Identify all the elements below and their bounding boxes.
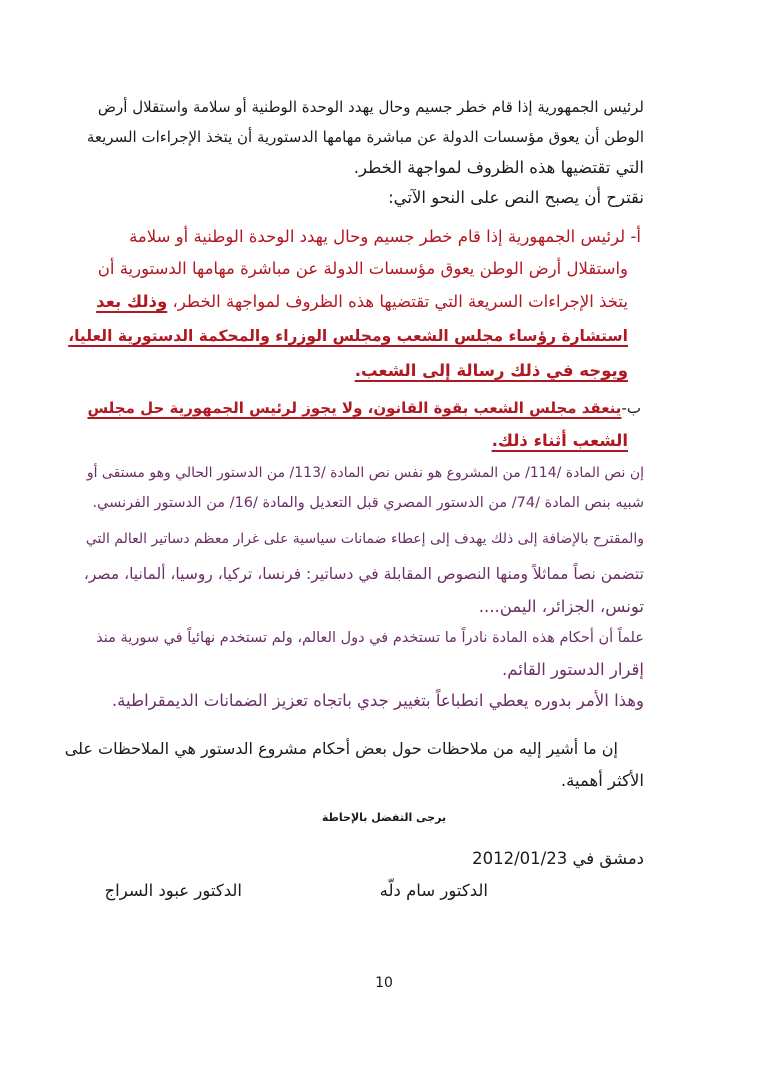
item-a-line-4: استشارة رؤساء مجلس الشعب ومجلس الوزراء والمحكمة الدستورية العليا، — [68, 327, 628, 345]
item-b-prefix: ب- — [621, 399, 641, 417]
page-number: 10 — [375, 975, 393, 991]
comment-p1-line-1: إن نص المادة /114/ من المشروع هو نفس نص المادة /113/ من الدستور الحالي وهو مستقى أو — [86, 465, 644, 481]
signer-1: الدكتور سام دلّه — [379, 881, 488, 900]
comment-p1-line-2: شبيه بنص المادة /74/ من الدستور المصري قبل التعديل والمادة /16/ من الدستور الفرنسي. — [92, 495, 644, 511]
comment-p2-line-1: والمقترح بالإضافة إلى ذلك يهدف إلى إعطاء ضمانات سياسية على غرار معظم دساتير العالم التي — [85, 531, 644, 547]
item-a-line-1: أ- لرئيس الجمهورية إذا قام خطر جسيم وحال يهدد الوحدة الوطنية أو سلامة — [129, 227, 641, 246]
item-b-line-1 — [87, 397, 641, 419]
intro-line-3: التي تقتضيها هذه الظروف لمواجهة الخطر. — [353, 158, 644, 177]
comment-p3-line-2: إقرار الدستور القائم. — [502, 660, 644, 679]
closing-request: يرجى التفضل بالإحاطة — [321, 811, 447, 824]
item-a-line-3-bold: وذلك بعد — [96, 292, 168, 311]
intro-line-1: لرئيس الجمهورية إذا قام خطر جسيم وحال يهدد الوحدة الوطنية أو سلامة واستقلال أرض — [97, 98, 644, 116]
closing-line-2: الأكثر أهمية. — [560, 771, 644, 790]
item-b-text: ينعقد مجلس الشعب بقوة القانون، ولا يجوز لرئيس الجمهورية حل مجلس — [87, 399, 622, 417]
item-a-line-2: واستقلال أرض الوطن يعوق مؤسسات الدولة عن مباشرة مهامها الدستورية أن — [97, 259, 628, 278]
item-a-line-3-plain: يتخذ الإجراءات السريعة التي تقتضيها هذه الظروف لمواجهة الخطر، — [172, 292, 628, 311]
item-b-line-2: الشعب أثناء ذلك. — [491, 431, 628, 450]
item-a-line-5: ويوجه في ذلك رسالة إلى الشعب. — [354, 361, 628, 380]
comment-p2-line-2: تتضمن نصاً مماثلاً ومنها النصوص المقابلة في دساتير: فرنسا، تركيا، روسيا، ألمانيا، مصر، — [83, 565, 644, 583]
item-a-line-3 — [96, 291, 628, 313]
intro-line-2: الوطن أن يعوق مؤسسات الدولة عن مباشرة مهامها الدستورية أن يتخذ الإجراءات السريعة — [86, 128, 644, 146]
closing-line-1: إن ما أشير إليه من ملاحظات حول بعض أحكام مشروع الدستور هي الملاحظات على — [64, 739, 618, 758]
comment-p4-line-1: وهذا الأمر بدوره يعطي انطباعاً بتغيير جدي باتجاه تعزيز الضمانات الديمقراطية. — [111, 691, 644, 710]
date-line: دمشق في 2012/01/23 — [472, 849, 644, 868]
comment-p2-line-3: تونس، الجزائر، اليمن.... — [478, 597, 644, 616]
comment-p3-line-1: علماً أن أحكام هذه المادة نادراً ما تستخدم في دول العالم، ولم تستخدم نهائياً في سورية منذ — [96, 630, 644, 646]
proposal-intro: نقترح أن يصبح النص على النحو الآتي: — [388, 188, 644, 207]
signer-2: الدكتور عبود السراج — [104, 881, 242, 900]
